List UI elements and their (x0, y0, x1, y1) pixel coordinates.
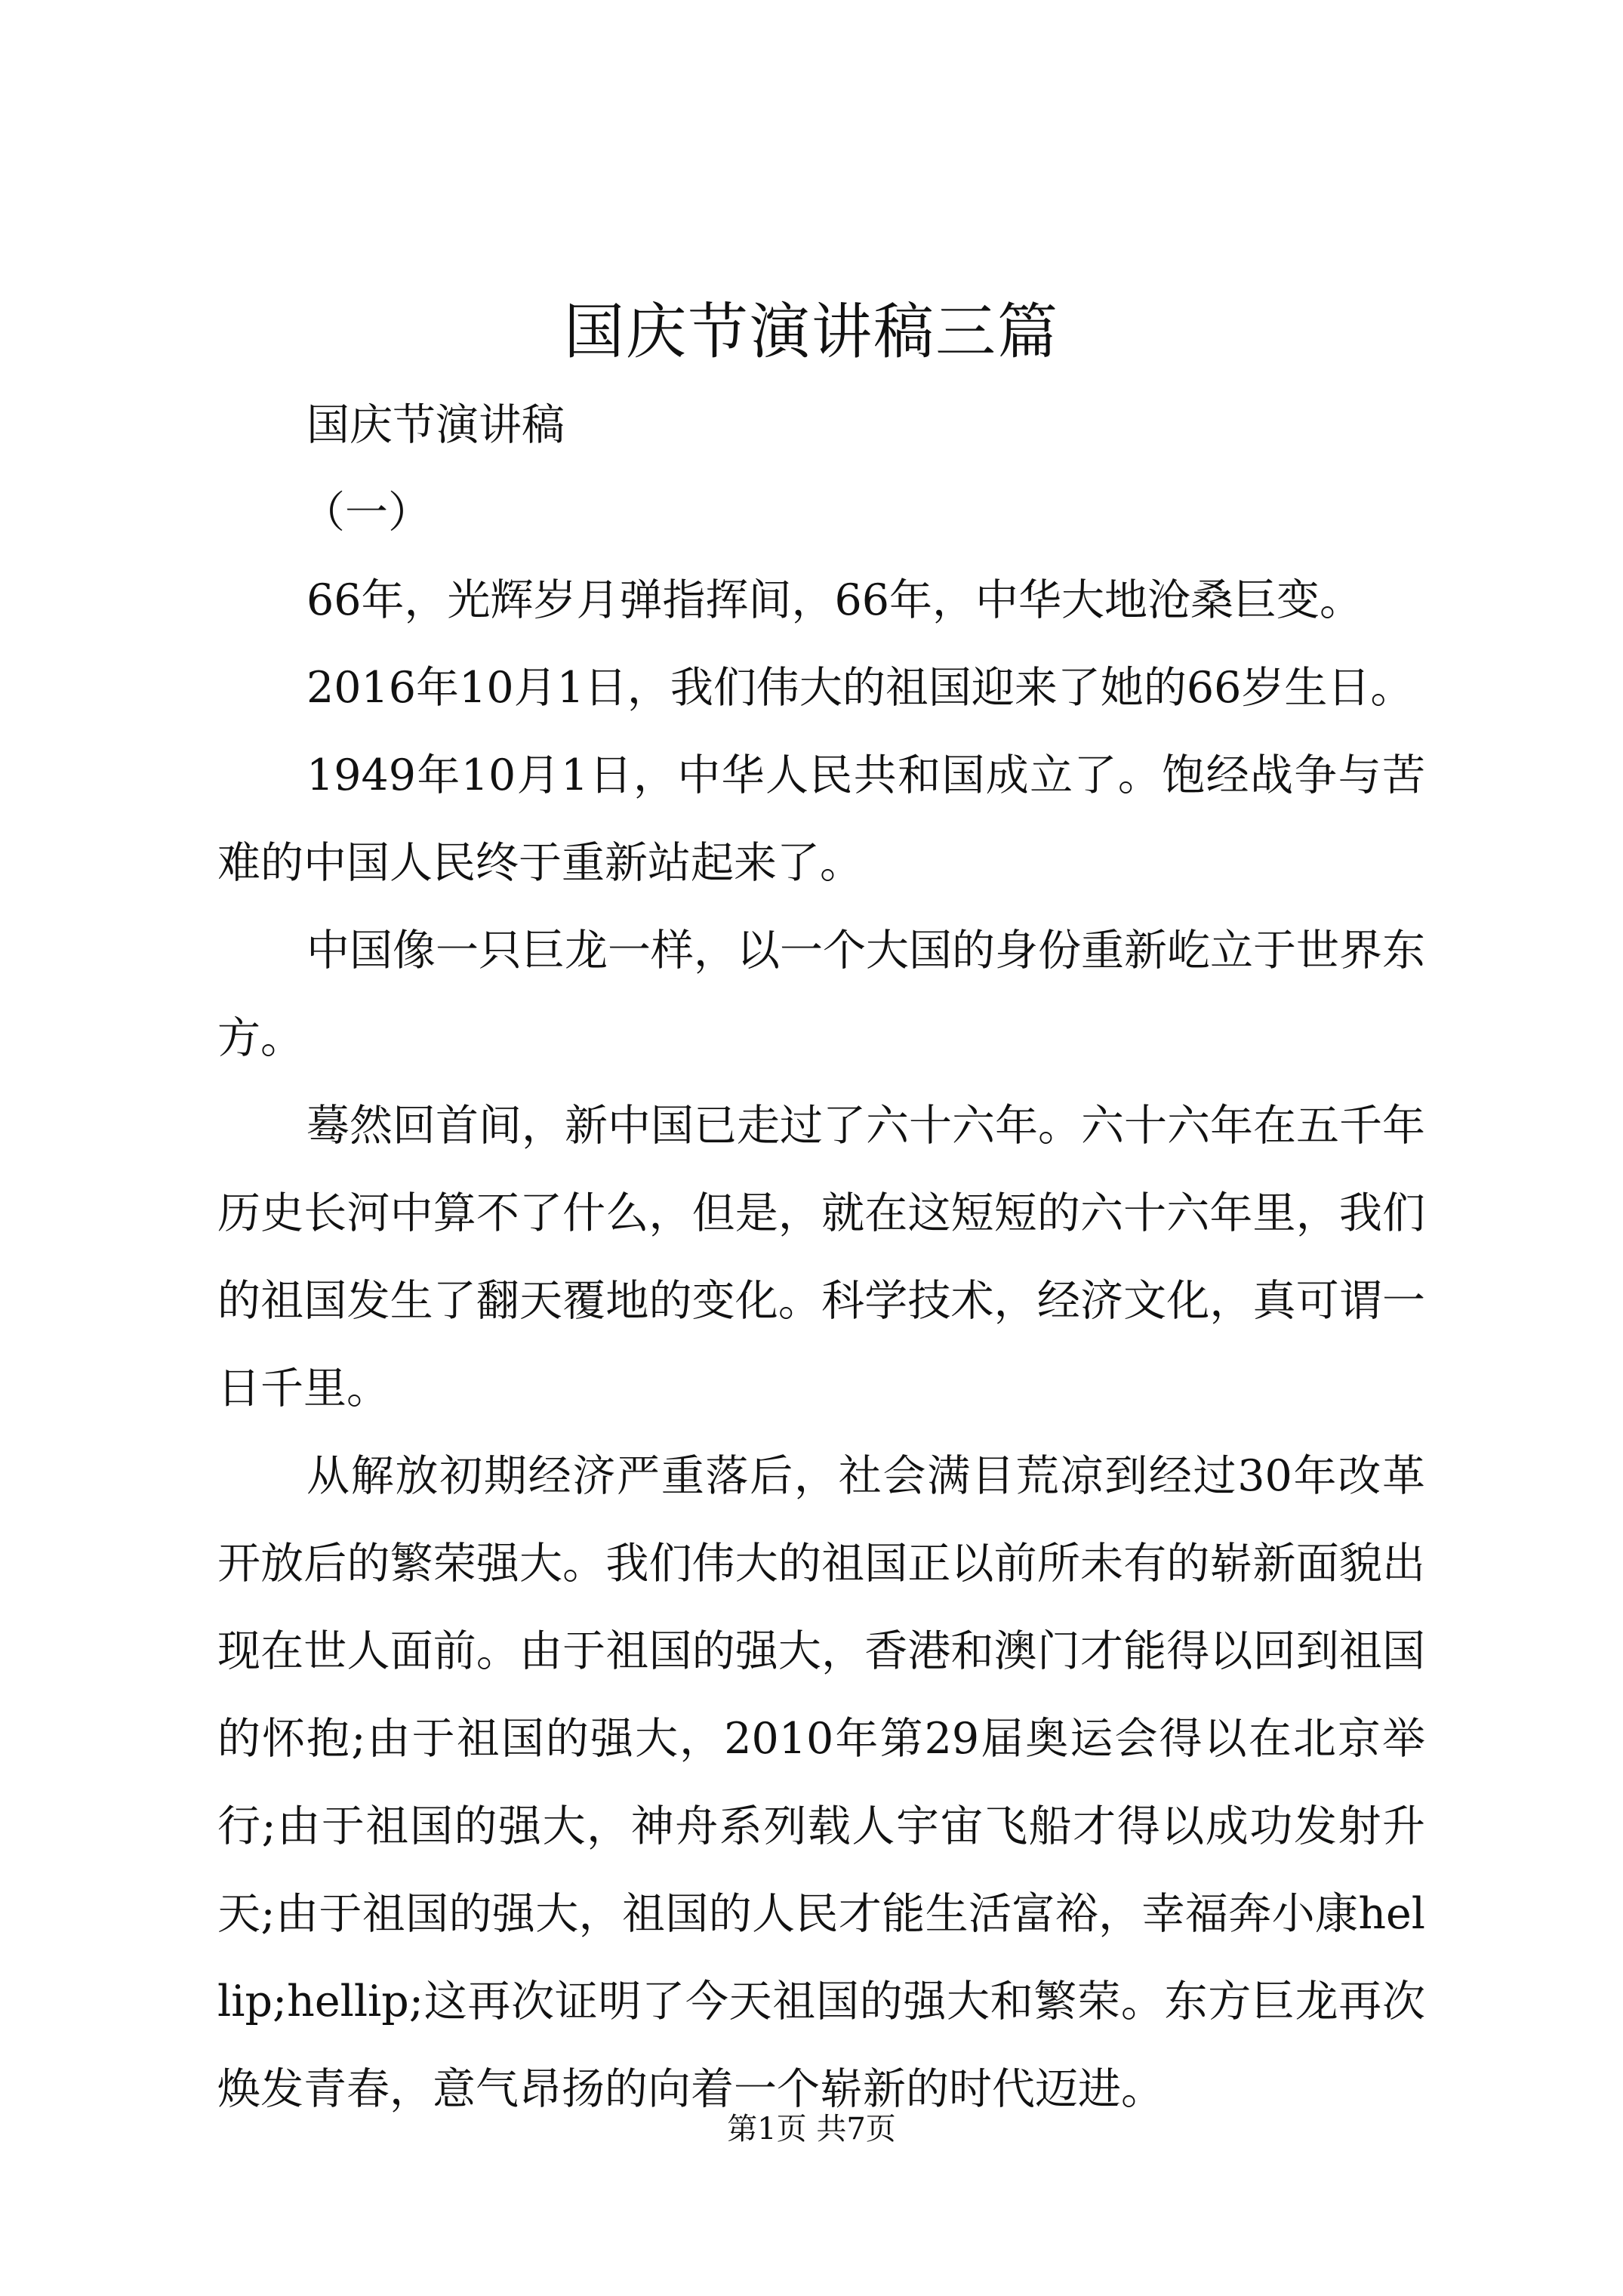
page-footer: 第1页 共7页 (727, 2112, 896, 2147)
section-number: （一） (302, 488, 431, 538)
body-paragraph: 从解放初期经济严重落后，社会满目荒凉到经过30年改革开放后的繁荣强大。我们伟大的祖国正以前所未有的崭新面貌出现在世人面前。由于祖国的强大，香港和澳门才能得以回到祖国的怀抱;由于祖国的强大，2010年第29届奥运会得以在北京举行;由于祖国的强大，神舟系列载人宇宙飞船才得以成功发射升天;由于祖国的强大，祖国的人民才能生活富裕，幸福奔小康hellip;hellip;这再次证明了今天祖国的强大和繁荣。东方巨龙再次焕发青春，意气昂扬的向着一个崭新的时代迈进。 (217, 1451, 1425, 2114)
body-paragraph: 1949年10月1日，中华人民共和国成立了。饱经战争与苦难的中国人民终于重新站起来了。 (217, 750, 1425, 888)
document-title: 国庆节演讲稿三篇 (564, 297, 1059, 367)
body-paragraph: 66年，光辉岁月弹指挥间，66年，中华大地沧桑巨变。 (306, 575, 1363, 625)
section-heading: 国庆节演讲稿 (306, 400, 565, 450)
body-paragraph: 2016年10月1日，我们伟大的祖国迎来了她的66岁生日。 (306, 663, 1414, 713)
document-body (217, 381, 1425, 2133)
body-paragraph: 中国像一只巨龙一样，以一个大国的身份重新屹立于世界东方。 (217, 926, 1425, 1063)
body-paragraph: 蓦然回首间，新中国已走过了六十六年。六十六年在五千年历史长河中算不了什么，但是，就在这短短的六十六年里，我们的祖国发生了翻天覆地的变化。科学技术，经济文化，真可谓一日千里。 (217, 1101, 1425, 1413)
